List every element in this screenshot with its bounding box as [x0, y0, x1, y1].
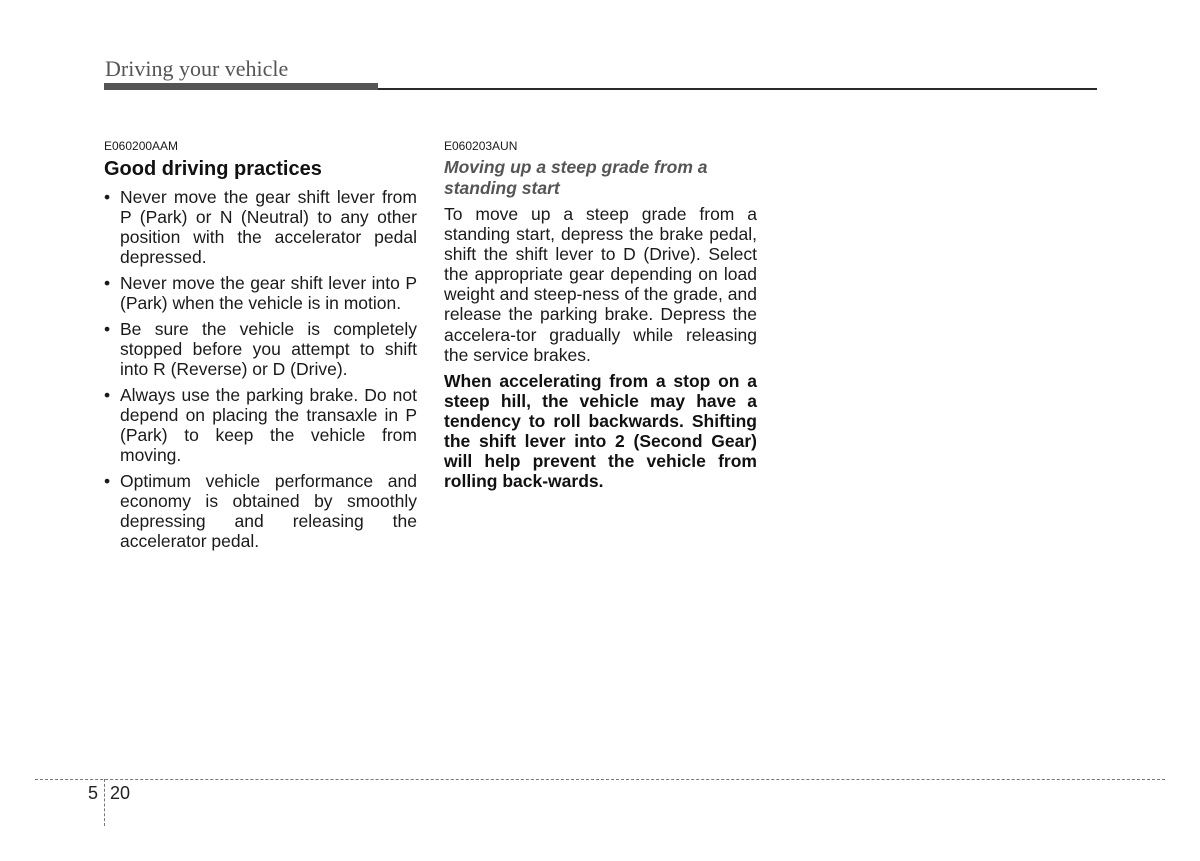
bullet-icon: •	[104, 319, 111, 339]
bullet-icon: •	[104, 385, 111, 405]
body-paragraph: To move up a steep grade from a standing start, depress the brake pedal, shift the shift lever to D (Drive). Select the appropriate gear depending on load weight and steep-ness of the grade, and release the parking brake. Depress the accelera-tor gradually while releasing the service brakes.	[444, 204, 757, 365]
bullet-icon: •	[104, 471, 111, 491]
list-item	[104, 385, 417, 465]
section-heading: Good driving practices	[104, 158, 322, 180]
footer-divider	[104, 779, 105, 826]
header-accent-bar	[104, 83, 378, 90]
section-subheading: Moving up a steep grade from a standing start	[444, 157, 708, 198]
list-item-text: Always use the parking brake. Do not depend on placing the transaxle in P (Park) to keep the vehicle from moving.	[120, 385, 417, 465]
section-code: E060200AAM	[104, 139, 179, 153]
list-item	[104, 319, 417, 379]
page-header-title: Driving your vehicle	[105, 56, 289, 81]
section-code: E060203AUN	[444, 139, 518, 153]
footer-rule	[35, 779, 1165, 780]
list-item	[104, 273, 417, 313]
left-column	[104, 139, 417, 557]
list-item-text: Be sure the vehicle is completely stopped before you attempt to shift into R (Reverse) or D (Drive).	[120, 319, 417, 379]
list-item-text: Never move the gear shift lever into P (Park) when the vehicle is in motion.	[120, 273, 417, 313]
warning-paragraph: When accelerating from a stop on a steep hill, the vehicle may have a tendency to roll backwards. Shifting the shift lever into 2 (Second Gear) will help prevent the vehicle from rolling back-wards.	[444, 370, 757, 492]
list-item-text: Optimum vehicle performance and economy is obtained by smoothly depressing and releasing the accelerator pedal.	[120, 471, 417, 551]
list-item-text: Never move the gear shift lever from P (Park) or N (Neutral) to any other position with the accelerator pedal depressed.	[120, 187, 417, 267]
bullet-icon: •	[104, 187, 111, 207]
bullet-list	[104, 187, 417, 551]
list-item	[104, 471, 417, 551]
list-item	[104, 187, 417, 267]
bullet-icon: •	[104, 273, 111, 293]
page-number: 20	[110, 783, 131, 803]
chapter-number: 5	[88, 783, 99, 803]
right-column	[444, 139, 757, 491]
